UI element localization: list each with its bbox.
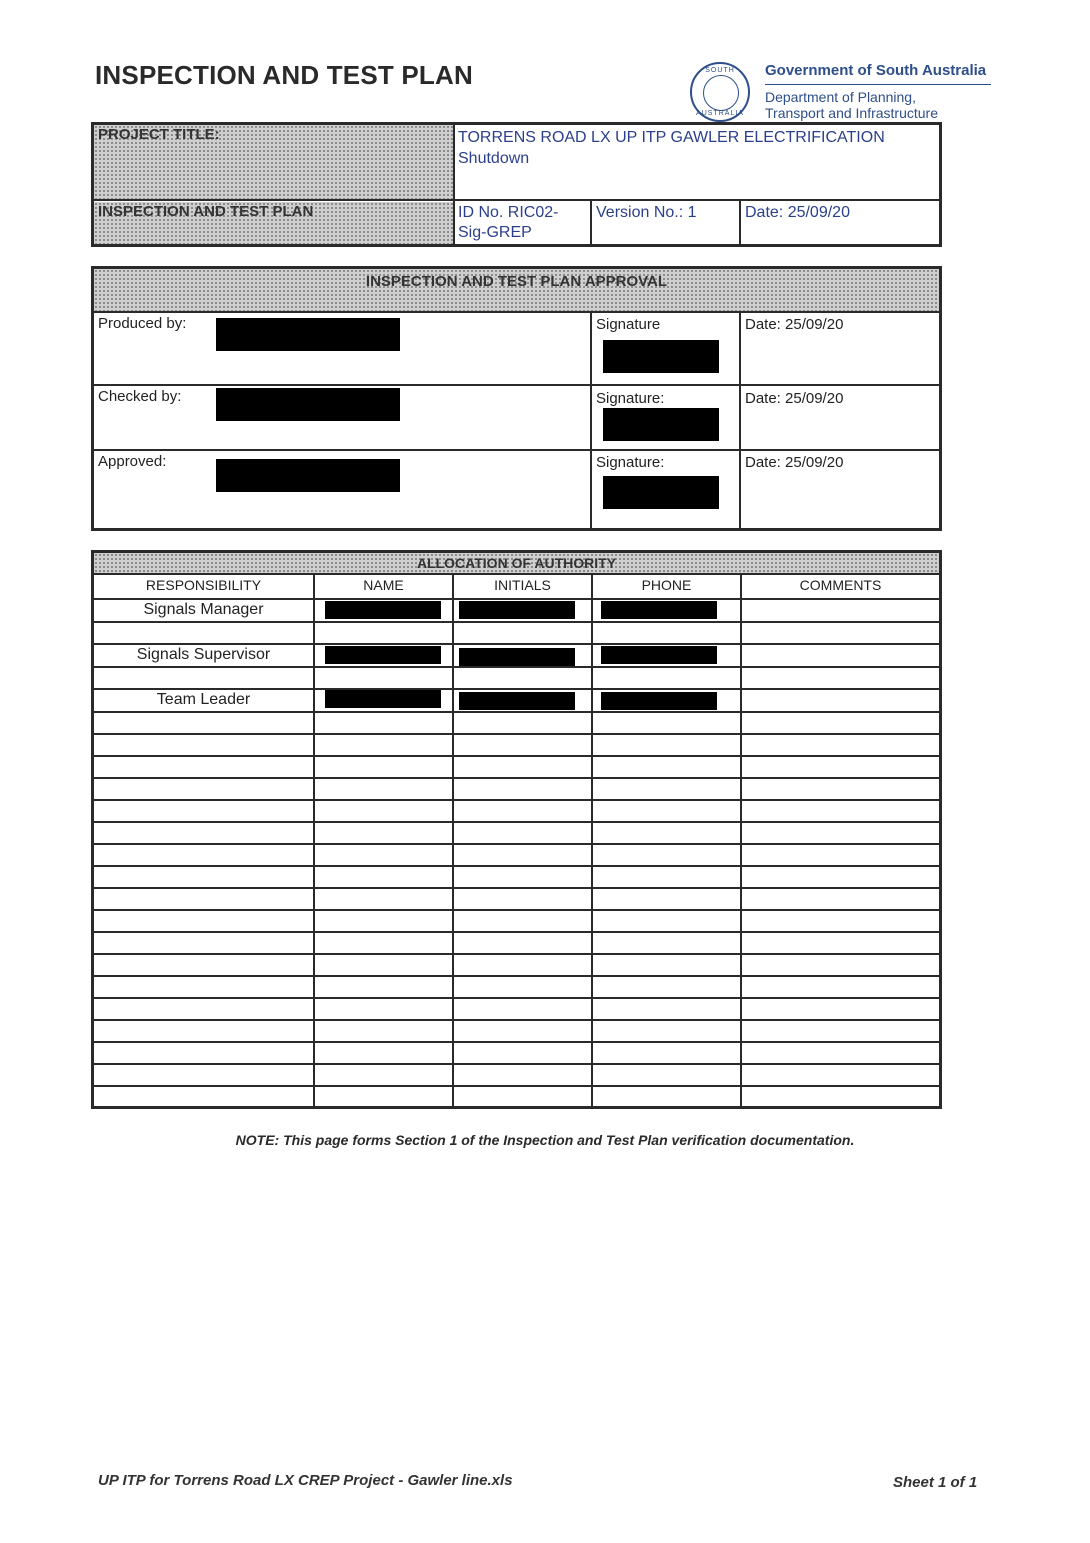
row-divider — [94, 711, 939, 713]
state-seal-logo — [690, 62, 750, 122]
column-divider — [452, 573, 454, 1106]
row-divider — [94, 1063, 939, 1065]
column-header-name: NAME — [363, 577, 404, 593]
phone-redaction — [601, 692, 717, 710]
row-divider — [94, 909, 939, 911]
verification-note: NOTE: This page forms Section 1 of the Inspection and Test Plan verification documentation. — [235, 1132, 855, 1148]
column-divider — [740, 573, 742, 1106]
name-redaction — [325, 601, 441, 619]
row-divider — [94, 1019, 939, 1021]
row-divider — [94, 975, 939, 977]
footer-file-name: UP ITP for Torrens Road LX CREP Project - Gawler line.xls — [98, 1472, 513, 1489]
checked-by-signature-redaction — [603, 408, 719, 441]
authority-heading: ALLOCATION OF AUTHORITY — [416, 555, 617, 571]
checked-by-name-redaction — [216, 388, 400, 421]
column-header-responsibility: RESPONSIBILITY — [145, 577, 262, 593]
document-title: INSPECTION AND TEST PLAN — [95, 60, 473, 90]
approved-signature-label: Signature: — [596, 454, 665, 471]
approved-name-redaction — [216, 459, 400, 492]
phone-redaction — [601, 601, 717, 619]
cell-divider — [590, 311, 592, 528]
row-divider — [94, 953, 939, 955]
produced-by-name-redaction — [216, 318, 400, 351]
row-divider — [94, 573, 939, 575]
row-divider — [94, 997, 939, 999]
produced-by-label: Produced by: — [98, 315, 187, 332]
initials-redaction — [459, 692, 575, 710]
authority-table — [91, 550, 942, 1109]
row-divider — [94, 643, 939, 645]
column-header-phone: PHONE — [641, 577, 692, 593]
project-title-value-line-1: TORRENS ROAD LX UP ITP GAWLER ELECTRIFICATION — [458, 129, 885, 146]
checked-by-signature-label: Signature: — [596, 390, 665, 407]
initials-redaction — [459, 648, 575, 666]
seal-emblem — [703, 75, 739, 111]
department-line-1: Department of Planning, — [765, 89, 916, 105]
id-number-line-2: Sig-GREP — [458, 224, 532, 241]
row-divider — [94, 843, 939, 845]
row-divider — [94, 199, 939, 201]
column-header-comments: COMMENTS — [799, 577, 882, 593]
checked-by-date: Date: 25/09/20 — [745, 390, 844, 407]
department-line-2: Transport and Infrastructure — [765, 105, 939, 121]
row-divider — [94, 621, 939, 623]
column-header-initials: INITIALS — [494, 577, 551, 593]
seal-text-bottom: AUSTRALIA — [696, 110, 744, 117]
row-divider — [94, 733, 939, 735]
responsibility-signals-manager: Signals Manager — [143, 601, 264, 618]
produced-by-signature-label: Signature — [596, 316, 661, 333]
column-divider — [591, 573, 593, 1106]
responsibility-signals-supervisor: Signals Supervisor — [136, 646, 271, 663]
government-divider — [765, 84, 991, 85]
name-redaction — [325, 646, 441, 664]
responsibility-team-leader: Team Leader — [156, 691, 251, 708]
approved-label: Approved: — [98, 453, 167, 470]
cell-divider — [739, 311, 741, 528]
row-divider — [94, 449, 939, 451]
row-divider — [94, 777, 939, 779]
row-divider — [94, 799, 939, 801]
row-divider — [94, 384, 939, 386]
produced-by-date: Date: 25/09/20 — [745, 316, 844, 333]
row-divider — [94, 755, 939, 757]
column-divider — [313, 573, 315, 1106]
itp-label: INSPECTION AND TEST PLAN — [98, 203, 314, 220]
row-divider — [94, 1085, 939, 1087]
row-divider — [94, 598, 939, 600]
name-redaction — [325, 690, 441, 708]
itp-label-cell — [94, 202, 453, 244]
approved-date: Date: 25/09/20 — [745, 454, 844, 471]
approved-signature-redaction — [603, 476, 719, 509]
project-table — [91, 122, 942, 247]
project-title-label-cell — [94, 125, 453, 200]
initials-redaction — [459, 601, 575, 619]
project-title-label: PROJECT TITLE: — [98, 126, 220, 143]
footer-sheet-number: Sheet 1 of 1 — [893, 1474, 978, 1491]
row-divider — [94, 688, 939, 690]
plan-date: Date: 25/09/20 — [745, 204, 850, 221]
row-divider — [94, 666, 939, 668]
row-divider — [94, 865, 939, 867]
government-name: Government of South Australia — [765, 62, 987, 79]
row-divider — [94, 1041, 939, 1043]
project-title-value-line-2: Shutdown — [458, 150, 530, 167]
phone-redaction — [601, 646, 717, 664]
row-divider — [94, 887, 939, 889]
id-number-line-1: ID No. RIC02- — [458, 204, 559, 221]
approval-heading: INSPECTION AND TEST PLAN APPROVAL — [365, 273, 668, 290]
approval-table — [91, 266, 942, 531]
row-divider — [94, 821, 939, 823]
row-divider — [94, 931, 939, 933]
seal-text-top: SOUTH — [705, 67, 735, 74]
checked-by-label: Checked by: — [98, 388, 182, 405]
cell-divider — [453, 125, 455, 244]
row-divider — [94, 311, 939, 313]
cell-divider — [590, 200, 592, 244]
version-number: Version No.: 1 — [596, 204, 697, 221]
produced-by-signature-redaction — [603, 340, 719, 373]
cell-divider — [739, 200, 741, 244]
